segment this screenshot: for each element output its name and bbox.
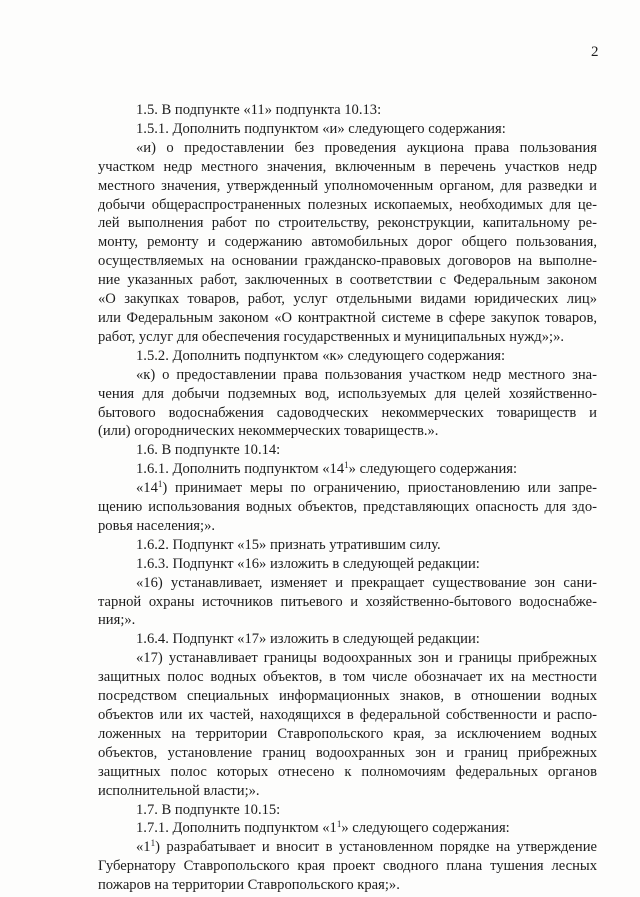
line-text: 1.7.1. Дополнить подпунктом «1 — [136, 820, 337, 837]
text-line — [98, 706, 597, 725]
text-line — [98, 101, 597, 120]
line-text: 1.5.2. Дополнить подпунктом «к» следующего содержания: — [136, 347, 506, 364]
line-text: «к) о предоставлении права пользования участком недр местного зна- — [136, 366, 597, 383]
line-text: 1.5. В подпункте «11» подпункта 10.13: — [136, 102, 382, 118]
line-text: «14 — [136, 480, 158, 497]
text-line — [98, 177, 597, 196]
text-line — [98, 328, 597, 347]
line-text: исполнительной власти;». — [98, 782, 260, 799]
text-line — [98, 725, 597, 744]
line-text-continuation: ) принимает меры по ограничению, приостановлению или запре- — [162, 480, 597, 497]
line-text: 1.6. В подпункте 10.14: — [136, 442, 281, 459]
text-line — [98, 744, 597, 763]
text-line — [98, 290, 597, 309]
text-line — [98, 876, 597, 895]
text-line — [98, 366, 597, 385]
line-text: 1.6.2. Подпункт «15» признать утратившим силу. — [136, 536, 441, 553]
text-line — [98, 498, 597, 517]
line-text: «16) устанавливает, изменяет и прекращает существование зон сани- — [136, 574, 597, 591]
superscript: 1 — [150, 838, 156, 849]
text-line — [98, 536, 597, 555]
text-line — [98, 649, 597, 668]
line-text: ние указанных работ, заключенных в соответствии с Федеральным законом — [98, 272, 597, 289]
text-line — [98, 668, 597, 687]
text-line — [98, 139, 597, 158]
page-number: 2 — [591, 44, 599, 60]
line-text: чения для добычи подземных вод, используемых для целей хозяйственно- — [98, 385, 597, 402]
superscript: 1 — [336, 819, 342, 830]
line-text: пожаров на территории Ставропольского края;». — [98, 877, 400, 894]
text-line — [98, 611, 597, 630]
text-line — [98, 763, 597, 782]
text-line — [98, 347, 597, 366]
line-text-continuation: » следующего содержания: — [348, 461, 518, 478]
text-line — [98, 196, 597, 215]
line-text: 1.6.1. Дополнить подпунктом «14 — [136, 461, 345, 478]
line-text: лей выполнения работ по строительству, реконструкции, капитальному ре- — [98, 215, 597, 232]
text-line — [98, 214, 597, 233]
text-line — [98, 838, 597, 857]
text-line — [98, 309, 597, 328]
line-text: посредством специальных информационных знаков, в отношении водных — [98, 688, 597, 705]
superscript: 1 — [157, 479, 163, 490]
text-line — [98, 630, 597, 649]
line-text: монту, ремонту и содержанию автомобильных дорог общего пользования, — [98, 234, 597, 251]
line-text: бытового водоснабжения садоводческих некоммерческих товариществ и — [98, 404, 597, 421]
text-line — [98, 517, 597, 536]
text-line — [98, 404, 597, 423]
text-line — [98, 120, 597, 139]
text-line — [98, 574, 597, 593]
line-text: «1 — [136, 839, 151, 856]
line-text: «и) о предоставлении без проведения аукциона права пользования — [136, 139, 597, 156]
line-text: «17) устанавливает границы водоохранных зон и границы прибрежных — [136, 650, 597, 667]
text-line — [98, 271, 597, 290]
line-text: ровья населения;». — [98, 517, 216, 534]
line-text: участком недр местного значения, включенным в перечень участков недр — [98, 158, 597, 175]
line-text: 1.6.3. Подпункт «16» изложить в следующей редакции: — [136, 555, 480, 572]
line-text: щению использования водных объектов, представляющих опасность для здо- — [98, 499, 597, 516]
document-body — [98, 101, 597, 895]
line-text: защитных полос водных объектов, в том числе обозначает их на местности — [98, 669, 597, 686]
text-line — [98, 801, 597, 820]
line-text: местного значения, утвержденный уполномоченным органом, для разведки и — [98, 177, 597, 194]
text-line — [98, 479, 597, 498]
text-line — [98, 158, 597, 177]
line-text: «О закупках товаров, работ, услуг отдельными видами юридических лиц» — [98, 291, 597, 308]
line-text: защитных полос которых отнесено к полномочиям федеральных органов — [98, 763, 597, 780]
superscript: 1 — [344, 460, 349, 471]
text-line — [98, 441, 597, 460]
line-text: или Федеральным законом «О контрактной системе в сфере закупок товаров, — [98, 309, 597, 326]
text-line — [98, 233, 597, 252]
text-line — [98, 857, 597, 876]
line-text: объектов или их частей, находящихся в федеральной собственности и распо- — [98, 707, 597, 723]
line-text: 1.5.1. Дополнить подпунктом «и» следующего содержания: — [136, 120, 506, 137]
text-line — [98, 593, 597, 612]
text-line — [98, 555, 597, 574]
line-text: Губернатору Ставропольского края проект сводного плана тушения лесных — [98, 858, 597, 875]
line-text: ложенных на территории Ставропольского края, за исключением водных — [98, 725, 597, 742]
text-line — [98, 422, 597, 441]
line-text: ния;». — [98, 612, 136, 629]
text-line — [98, 687, 597, 706]
line-text: осуществляемых на основании гражданско-правовых договоров на выполне- — [98, 253, 597, 270]
text-line — [98, 385, 597, 404]
line-text: тарной охраны источников питьевого и хозяйственно-бытового водоснабже- — [98, 593, 597, 610]
line-text: добычи общераспространенных полезных ископаемых, необходимых для це- — [98, 196, 597, 213]
text-line — [98, 819, 597, 838]
line-text-continuation: ) разрабатывает и вносит в установленном порядке на утверждение — [155, 839, 597, 856]
line-text: 1.6.4. Подпункт «17» изложить в следующей редакции: — [136, 631, 480, 648]
line-text: 1.7. В подпункте 10.15: — [136, 801, 281, 818]
text-line — [98, 460, 597, 479]
line-text: (или) огороднических некоммерческих товариществ.». — [98, 423, 439, 440]
text-line — [98, 782, 597, 801]
text-line — [98, 252, 597, 271]
line-text-continuation: » следующего содержания: — [341, 820, 510, 837]
line-text: объектов, установление границ водоохранных зон и границ прибрежных — [98, 744, 597, 761]
line-text: работ, услуг для обеспечения государственных и муниципальных нужд»;». — [98, 328, 565, 345]
